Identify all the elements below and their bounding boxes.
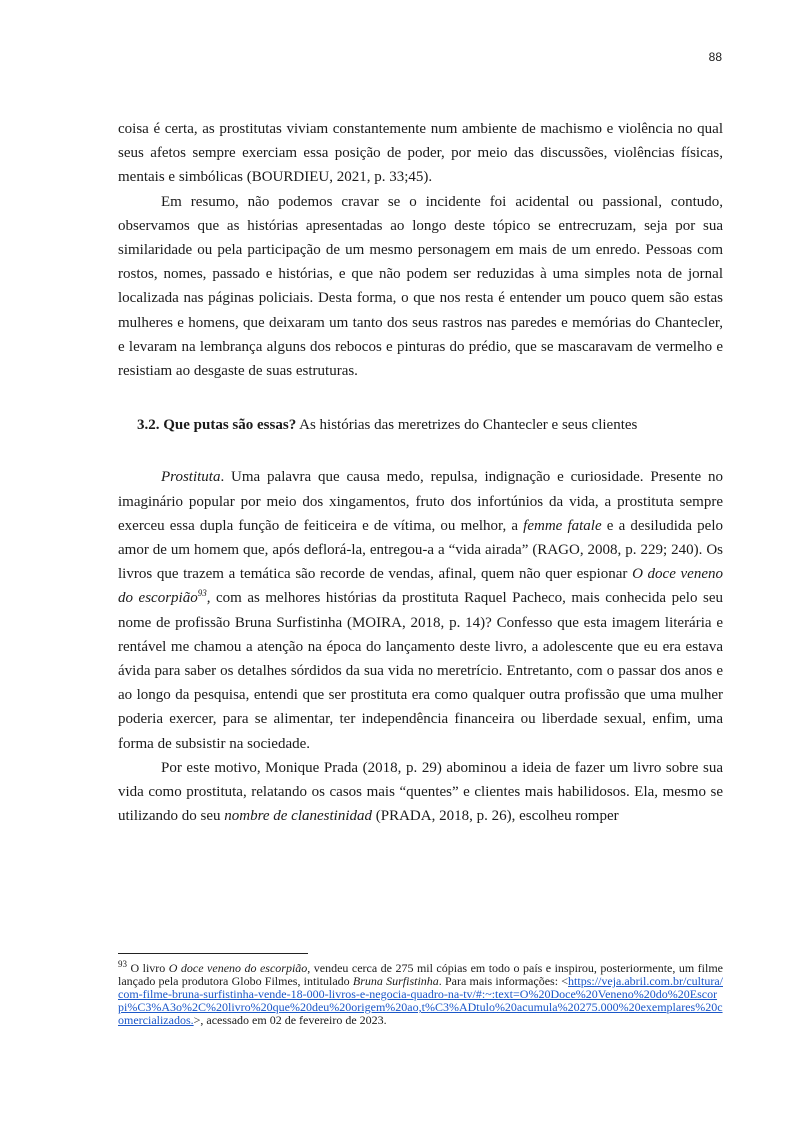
footnote-ref-93[interactable]: 93 [197, 588, 207, 599]
footnote-text-1: O livro [127, 961, 169, 975]
section-heading-bold: 3.2. Que putas são essas? [137, 417, 297, 434]
paragraph-3-book-title: O doce veneno do escorpião [118, 566, 724, 607]
paragraph-3-text-1: . Uma palavra que causa medo, repulsa, indignação e curiosidade. Presente no imaginário popular por meio dos xingamentos, fruto dos infortúnios da vida, a prostituta sempre exerceu essa dupla função de feiticeira e de vítima, ou melhor, a [118, 469, 723, 534]
footnote-text-4: >, acessado em 02 de fevereiro de 2023. [193, 1013, 387, 1027]
paragraph-3-text-2: e a desiludida pelo amor de um homem que, após deflorá-la, entregou-a a “vida airada” (RAGO, 2008, p. 229; 240). Os livros que trazem a temática são recorde de vendas, afinal, quem não quer espionar [118, 517, 724, 583]
paragraph-4-text-1: Por este motivo, Monique Prada (2018, p. 29) abominou a ideia de fazer um livro sobre sua vida como prostituta, relatando os casos mais “quentes” e clientes mais habilidosos. Ela, mesmo se utilizando do seu [118, 759, 723, 825]
footnote-text-2: , vendeu cerca de 275 mil cópias em todo o país e inspirou, posteriormente, um filme lançado pela produtora Globo Filmes, intitulado [118, 961, 723, 988]
footnote-divider [118, 953, 308, 954]
section-heading [137, 413, 723, 437]
footnote-text-3: . Para mais informações: < [438, 974, 569, 988]
footnote-film-title: Bruna Surfistinha [352, 974, 439, 988]
page-number: 88 [708, 50, 722, 64]
footnote-link[interactable]: https://veja.abril.com.br/cultura/com-filme-bruna-surfistinha-vende-18-000-livros-e-negocia-quadro-na-tv/#:~:text=O%20Doce%20Veneno%20do%20Escorpi%C3%A3o%2C%20livro%20que%20deu%20origem%20ao,t%C3%ADtulo%20acumula%20275.000%20exemplares%20comercializados. [118, 974, 723, 1027]
paragraph-4-text-2: (PRADA, 2018, p. 26), escolheu romper [372, 808, 619, 825]
paragraph-3 [118, 465, 723, 755]
paragraph-4 [118, 756, 723, 829]
body-text [118, 117, 723, 828]
paragraph-2: Em resumo, não podemos cravar se o incidente foi acidental ou passional, contudo, observamos que as histórias apresentadas ao longo deste tópico se entrecruzam, seja por sua similaridade ou pela participação de um mesmo personagem em mais de um enredo. Pessoas com rostos, nomes, passado e histórias, e que não podem ser reduzidas à uma simples nota de jornal localizada nas páginas policiais. Desta forma, o que nos resta é entender um pouco quem são estas mulheres e homens, que deixaram um tanto dos seus rastros nas paredes e memórias do Chantecler, e levaram na lembrança alguns dos rebocos e pinturas do prédio, que se mascaravam de vermelho e resistiam ao desgaste de suas estruturas. [118, 193, 723, 380]
section-heading-rest: As histórias das meretrizes do Chantecler e seus clientes [296, 417, 638, 434]
paragraph-3-text-3: , com as melhores histórias da prostituta Raquel Pacheco, mais conhecida pelo seu nome de profissão Bruna Surfistinha (MOIRA, 2018, p. 14)? Confesso que esta imagem literária e rentável me chamou a atenção na época do lançamento deste livro, a adolescente que eu era estava ávida para saber os detalhes sórdidos da sua vida no meretrício. Entretanto, com o passar dos anos e ao longo da pesquisa, entendi que ser prostituta era como qualquer outra profissão que uma mulher poderia exercer, para se alimentar, ter independência financeira ou liberdade sexual, enfim, uma forma de subsistir na sociedade. [118, 590, 723, 752]
paragraph-1: coisa é certa, as prostitutas viviam constantemente num ambiente de machismo e violência no qual seus afetos sempre exerciam essa posição de poder, por meio das discussões, violências físicas, mentais e simbólicas (BOURDIEU, 2021, p. 33;45). [118, 121, 723, 186]
footnote-number: 93 [118, 959, 127, 969]
footnote-book-title: O doce veneno do escorpião [168, 961, 308, 975]
paragraph-3-femme-fatale: femme fatale [523, 517, 602, 534]
footnote-93 [118, 959, 723, 1027]
paragraph-3-term: Prostituta [161, 469, 221, 486]
paragraph-4-italic: nombre de clanestinidad [224, 808, 372, 825]
